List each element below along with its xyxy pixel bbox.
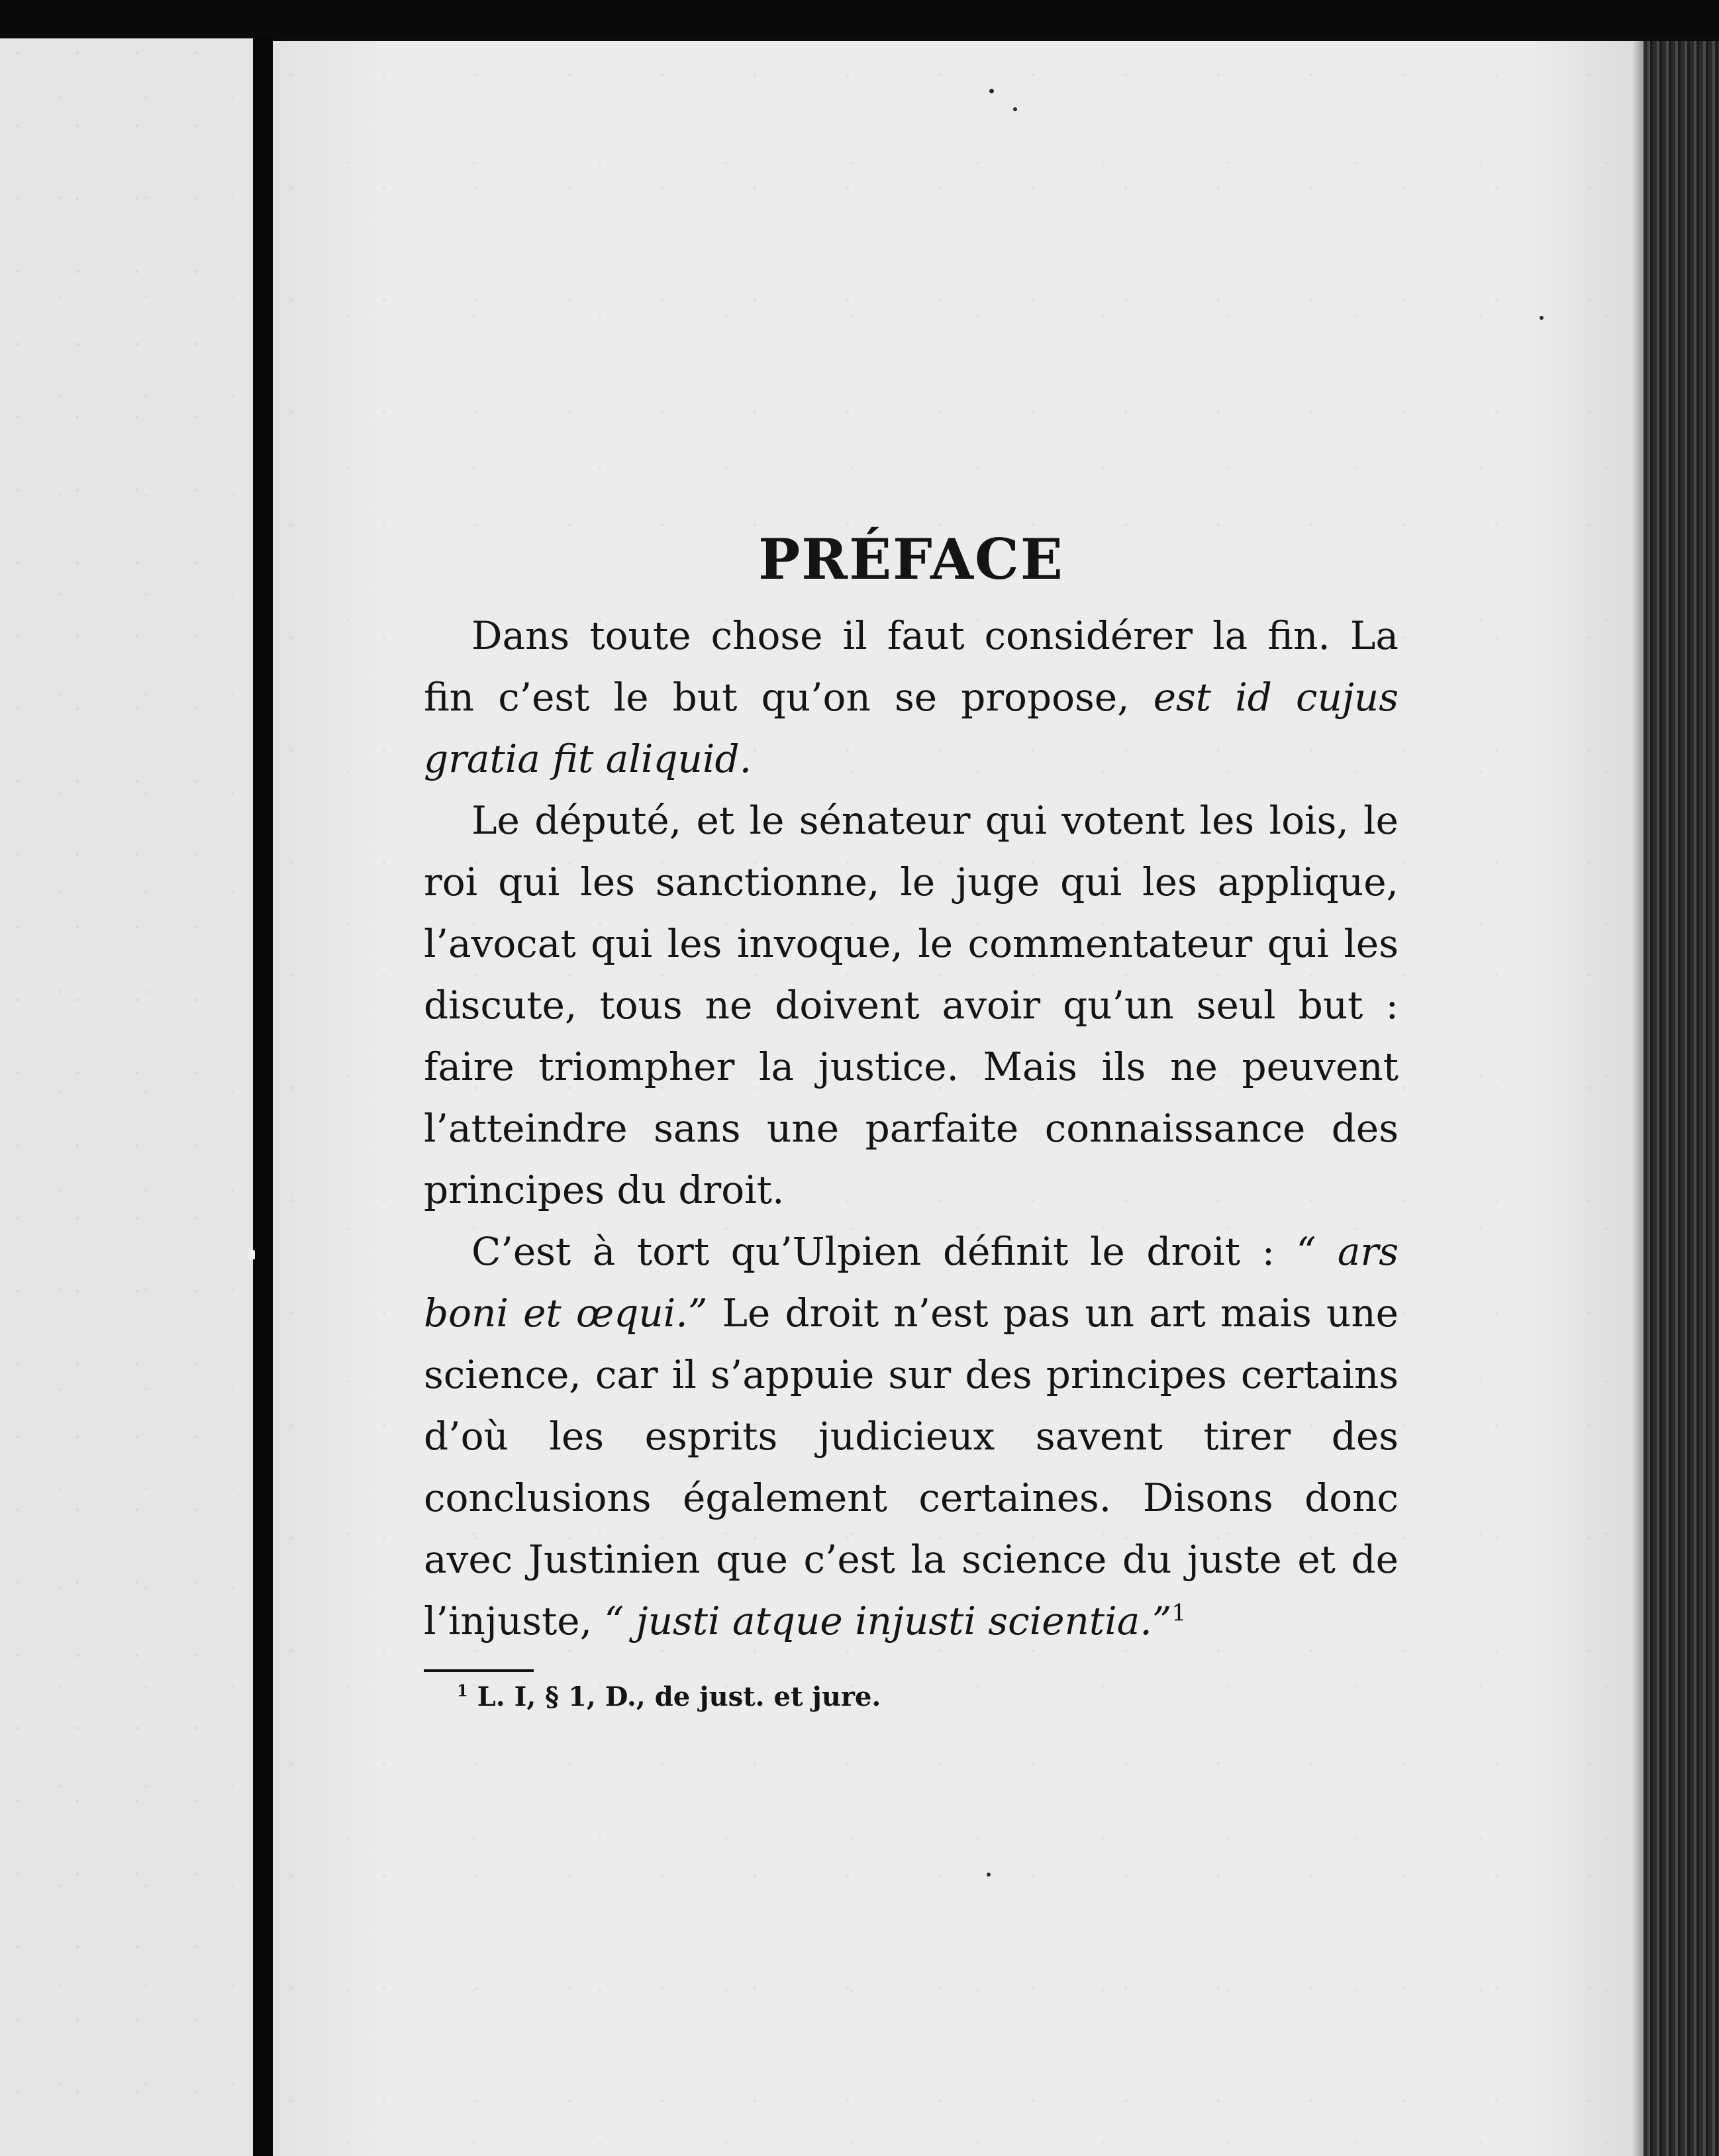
paragraph (424, 605, 1399, 790)
footnote-text: L. I, § 1, D., de just. et jure. (477, 1681, 881, 1712)
page-text (424, 523, 1399, 1717)
paragraph-text: Le droit n’est pas un art mais une science, car il s’appuie sur des principes certains d’où les esprits judicieux savent tirer des conclusions également certaines. Disons donc avec Justinien que c’est la science du juste et de l’injuste, (424, 1291, 1399, 1643)
scan-speck (1540, 316, 1544, 320)
paragraph-text: C’est à tort qu’Ulpien définit le droit : (471, 1229, 1297, 1274)
scan-speck (1013, 107, 1017, 111)
page-edges (1644, 41, 1719, 2156)
latin-quote: est id cujus gratia fit aliquid. (424, 675, 1399, 781)
facing-page (0, 38, 253, 2156)
page-title: PRÉFACE (758, 526, 1064, 592)
book-gutter (253, 38, 273, 2156)
paragraph-text: Dans toute chose il faut considérer la fin. La fin c’est le but qu’on se propose, (424, 613, 1399, 720)
paragraph: Le député, et le sénateur qui votent les lois, le roi qui les sanctionne, le juge qui les applique, l’avocat qui les invoque, le commentateur qui les discute, tous ne doivent avoir qu’un seul but : faire triompher la justice. Mais ils ne peuvent l’atteindre sans une parfaite connaissance des principes du droit. (424, 798, 1399, 1212)
footnote-rule (424, 1669, 534, 1672)
scan-speck (987, 1873, 991, 1877)
scan-speck (249, 1250, 255, 1259)
scan-speck (989, 89, 994, 93)
scan-top-border (0, 0, 1719, 38)
latin-quote: “ ars boni et œqui.” (424, 1229, 1399, 1336)
footnote-marker: 1 (457, 1681, 468, 1700)
paragraph (424, 1221, 1399, 1652)
latin-quote: “ justi atque injusti scientia.” (604, 1598, 1172, 1643)
footnote-reference: 1 (1171, 1600, 1187, 1627)
footnote (457, 1677, 1399, 1717)
